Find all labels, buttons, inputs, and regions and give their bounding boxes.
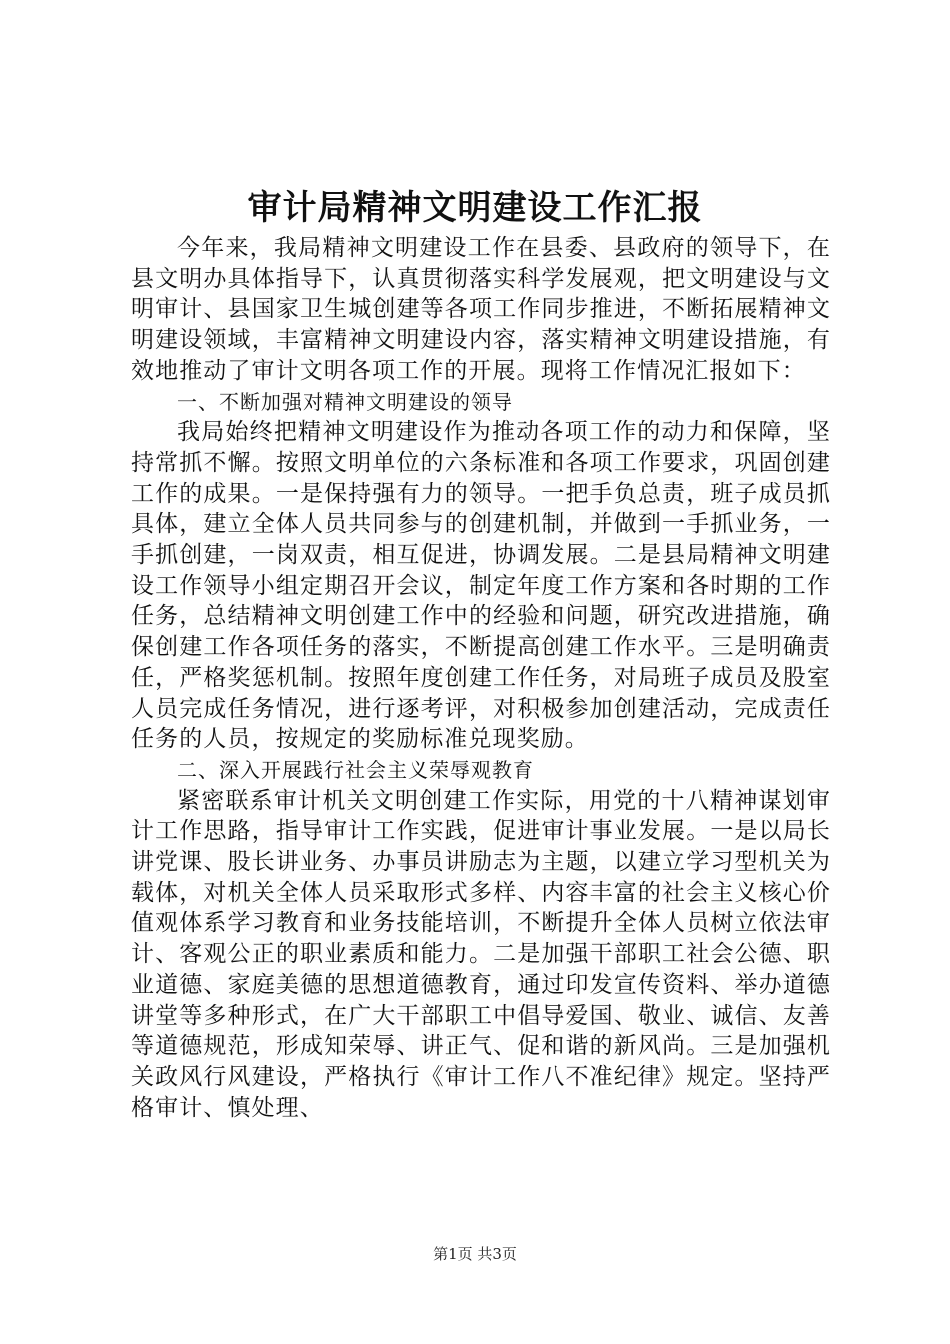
- section-heading: 一、不断加强对精神文明建设的领导: [177, 389, 513, 414]
- section-paragraph: 紧密联系审计机关文明创建工作实际，用党的十八精神谋划审计工作思路，指导审计工作实践，促进审计事业发展。一是以局长讲党课、股长讲业务、办事员讲励志为主题，以建立学习型机关为载体，对机关全体人员采取形式多样、内容丰富的社会主义核心价值观体系学习教育和业务技能培训，不断提升全体人员树立依法审计、客观公正的职业素质和能力。二是加强干部职工社会公德、职业道德、家庭美德的思想道德教育，通过印发宣传资料、举办道德讲堂等多种形式，在广大干部职工中倡导爱国、敬业、诚信、友善等道德规范，形成知荣辱、讲正气、促和谐的新风尚。三是加强机关政风行风建设，严格执行《审计工作八不准纪律》规定。坚持严格审计、慎处理、: [131, 787, 831, 1121]
- section-heading: 二、深入开展践行社会主义荣辱观教育: [177, 757, 534, 782]
- section-paragraph: 我局始终把精神文明建设作为推动各项工作的动力和保障，坚持常抓不懈。按照文明单位的六条标准和各项工作要求，巩固创建工作的成果。一是保持强有力的领导。一把手负总责，班子成员抓具体，建立全体人员共同参与的创建机制，并做到一手抓业务，一手抓创建，一岗双责，相互促进，协调发展。二是县局精神文明建设工作领导小组定期召开会议，制定年度工作方案和各时期的工作任务，总结精神文明创建工作中的经验和问题，研究改进措施，确保创建工作各项任务的落实，不断提高创建工作水平。三是明确责任，严格奖惩机制。按照年度创建工作任务，对局班子成员及股室人员完成任务情况，进行逐考评，对积极参加创建活动，完成责任任务的人员，按规定的奖励标准兑现奖励。: [131, 419, 831, 753]
- page-number: 第1页 共3页: [433, 1245, 517, 1263]
- document-title: 审计局精神文明建设工作汇报: [247, 188, 703, 228]
- document-body: [131, 233, 831, 1123]
- intro-paragraph: 今年来，我局精神文明建设工作在县委、县政府的领导下，在县文明办具体指导下，认真贯彻落实科学发展观，把文明建设与文明审计、县国家卫生城创建等各项工作同步推进，不断拓展精神文明建设领域，丰富精神文明建设内容，落实精神文明建设措施，有效地推动了审计文明各项工作的开展。现将工作情况汇报如下：: [131, 235, 831, 384]
